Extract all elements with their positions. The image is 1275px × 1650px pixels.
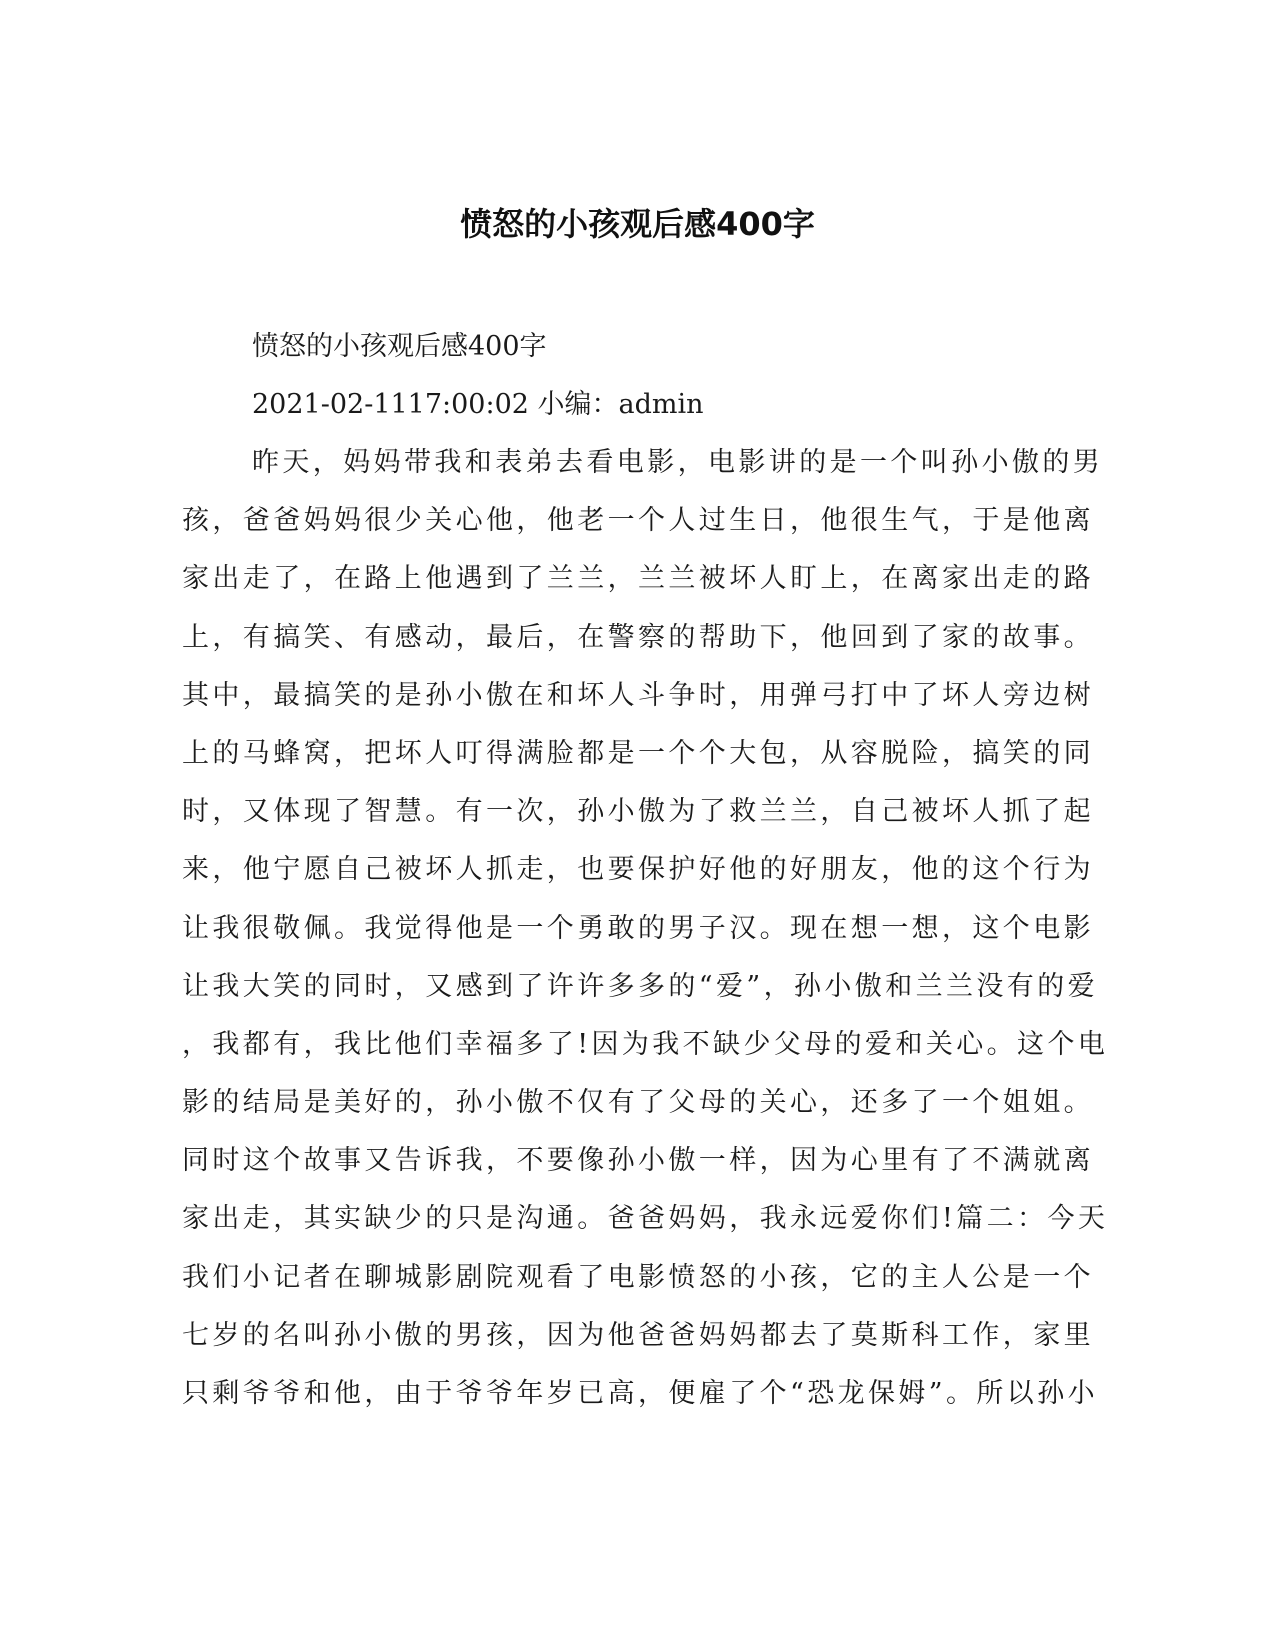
paragraph-line: 家出走了，在路上他遇到了兰兰，兰兰被坏人盯上，在离家出走的路 — [182, 563, 1094, 595]
paragraph-line: ，我都有，我比他们幸福多了!因为我不缺少父母的爱和关心。这个电 — [182, 1028, 1109, 1060]
article-meta: 2021-02-1117:00:02 小编：admin — [252, 389, 704, 420]
paragraph-line: 昨天，妈妈带我和表弟去看电影，电影讲的是一个叫孙小傲的男 — [252, 447, 1104, 478]
paragraph-line: 让我很敬佩。我觉得他是一个勇敢的男子汉。现在想一想，这个电影 — [182, 912, 1094, 944]
paragraph-line: 家出走，其实缺少的只是沟通。爸爸妈妈，我永远爱你们!篇二：今天 — [182, 1203, 1109, 1235]
document-body — [182, 318, 1109, 1423]
paragraph-line: 来，他宁愿自己被坏人抓走，也要保护好他的好朋友，他的这个行为 — [182, 854, 1094, 886]
paragraph-line: 影的结局是美好的，孙小傲不仅有了父母的关心，还多了一个姐姐。 — [182, 1087, 1094, 1119]
paragraph-line: 同时这个故事又告诉我，不要像孙小傲一样，因为心里有了不满就离 — [182, 1145, 1094, 1177]
paragraph-line: 孩，爸爸妈妈很少关心他，他老一个人过生日，他很生气，于是他离 — [182, 505, 1094, 537]
paragraph-line: 其中，最搞笑的是孙小傲在和坏人斗争时，用弹弓打中了坏人旁边树 — [182, 679, 1094, 711]
paragraph-line: 上的马蜂窝，把坏人叮得满脸都是一个个大包，从容脱险，搞笑的同 — [182, 737, 1094, 769]
article-subtitle: 愤怒的小孩观后感400字 — [252, 331, 547, 362]
paragraph-line: 只剩爷爷和他，由于爷爷年岁已高，便雇了个“恐龙保姆”。所以孙小 — [182, 1378, 1099, 1409]
paragraph-line: 让我大笑的同时，又感到了许许多多的“爱”，孙小傲和兰兰没有的爱 — [182, 970, 1099, 1002]
paragraph-line: 上，有搞笑、有感动，最后，在警察的帮助下，他回到了家的故事。 — [182, 621, 1094, 653]
document-title: 愤怒的小孩观后感400字 — [460, 205, 815, 243]
paragraph-line: 我们小记者在聊城影剧院观看了电影愤怒的小孩，它的主人公是一个 — [182, 1261, 1094, 1293]
paragraph-line: 时，又体现了智慧。有一次，孙小傲为了救兰兰，自己被坏人抓了起 — [182, 796, 1094, 828]
article-paragraph — [182, 434, 1109, 1423]
paragraph-line: 七岁的名叫孙小傲的男孩，因为他爸爸妈妈都去了莫斯科工作，家里 — [182, 1319, 1094, 1351]
